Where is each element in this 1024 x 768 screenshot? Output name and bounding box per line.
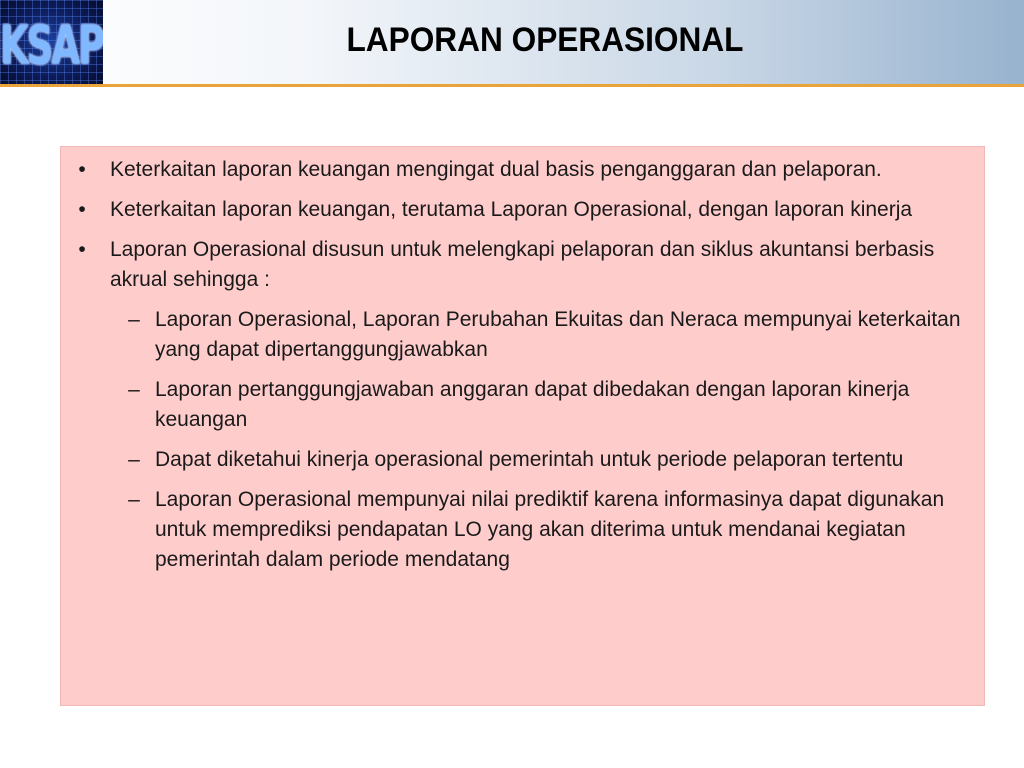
subbullet-item — [110, 485, 980, 575]
bullet-marker: • — [78, 158, 86, 181]
slide-title: LAPORAN OPERASIONAL — [346, 21, 744, 59]
bullet-text: Keterkaitan laporan keuangan mengingat dual basis penganggaran dan pelaporan. — [110, 158, 882, 181]
subbullet-text: Laporan Operasional, Laporan Perubahan Ekuitas dan Neraca mempunyai keterkaitan yang dapat dipertanggungjawabkan — [155, 308, 961, 361]
ksap-logo — [0, 0, 103, 84]
bullet-text: Laporan Operasional disusun untuk melengkapi pelaporan dan siklus akuntansi berbasis akrual sehingga : — [110, 238, 935, 291]
logo-text: KSAP — [0, 14, 103, 77]
subbullet-text: Dapat diketahui kinerja operasional pemerintah untuk periode pelaporan tertentu — [155, 448, 904, 471]
bullet-item — [61, 155, 986, 185]
subbullet-marker: – — [128, 378, 140, 401]
subbullet-item — [110, 305, 980, 365]
subbullet-item — [110, 445, 980, 475]
subbullet-marker: – — [128, 488, 140, 511]
subbullet-list — [110, 305, 976, 575]
bullet-marker: • — [78, 238, 86, 261]
subbullet-text: Laporan Operasional mempunyai nilai prediktif karena informasinya dapat digunakan untuk memprediksi pendapatan LO yang akan diterima untuk mendanai kegiatan pemerintah dalam periode mendatang — [155, 488, 945, 571]
bullet-marker: • — [78, 198, 86, 221]
header-divider — [0, 84, 1024, 87]
bullet-item — [61, 235, 986, 575]
content-box — [60, 146, 985, 706]
bullet-list — [61, 155, 986, 585]
subbullet-marker: – — [128, 448, 140, 471]
bullet-text: Keterkaitan laporan keuangan, terutama Laporan Operasional, dengan laporan kinerja — [110, 198, 913, 221]
subbullet-item — [110, 375, 980, 435]
subbullet-text: Laporan pertanggungjawaban anggaran dapat dibedakan dengan laporan kinerja keuangan — [155, 378, 910, 431]
subbullet-marker: – — [128, 308, 140, 331]
bullet-item — [61, 195, 986, 225]
